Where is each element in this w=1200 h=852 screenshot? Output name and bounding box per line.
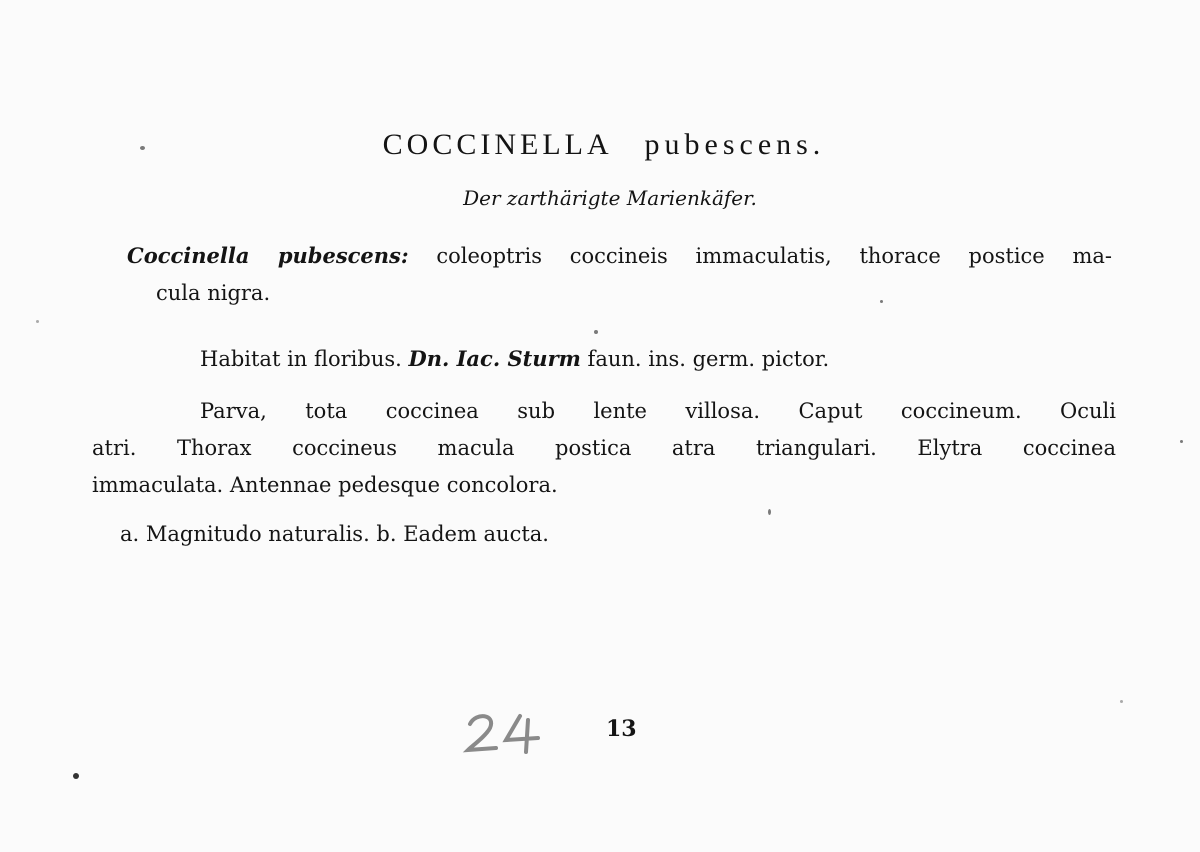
- title-species: pubescens.: [644, 128, 826, 161]
- habitat-reference: faun. ins. germ. pictor.: [587, 347, 830, 371]
- paper-speck: [73, 773, 79, 779]
- habitat-author: Dn. Iac. Sturm: [408, 346, 581, 371]
- paper-speck: [36, 320, 39, 323]
- description-line: immaculata. Antennae pedesque concolora.: [92, 473, 558, 497]
- paper-speck: [880, 300, 883, 303]
- subtitle: Der zarthärigte Marienkäfer.: [463, 186, 757, 210]
- diagnosis-continuation: cula nigra.: [156, 281, 271, 305]
- diagnosis-name: Coccinella pubescens:: [127, 243, 409, 268]
- habitat-line: [200, 341, 829, 377]
- paper-speck: [594, 330, 598, 334]
- habitat-text: Habitat in floribus.: [200, 347, 402, 371]
- page-title: [0, 128, 1200, 162]
- handwritten-note: [462, 706, 552, 756]
- figure-caption: a. Magnitudo naturalis. b. Eadem aucta.: [120, 522, 549, 546]
- page-number: 13: [606, 716, 637, 742]
- paper-speck: [768, 509, 771, 515]
- description-line: atri. Thorax coccineus macula postica atra triangulari. Elytra coccinea: [92, 436, 1116, 460]
- diagnosis-text: coleoptris coccineis immaculatis, thorace postice ma-: [436, 244, 1112, 268]
- paper-speck: [1180, 440, 1183, 443]
- title-genus: COCCINELLA: [382, 128, 612, 161]
- diagnosis: [127, 238, 1112, 274]
- description: [92, 393, 1116, 504]
- description-line: Parva, tota coccinea sub lente villosa. Caput coccineum. Oculi: [200, 399, 1116, 423]
- paper-speck: [1120, 700, 1123, 703]
